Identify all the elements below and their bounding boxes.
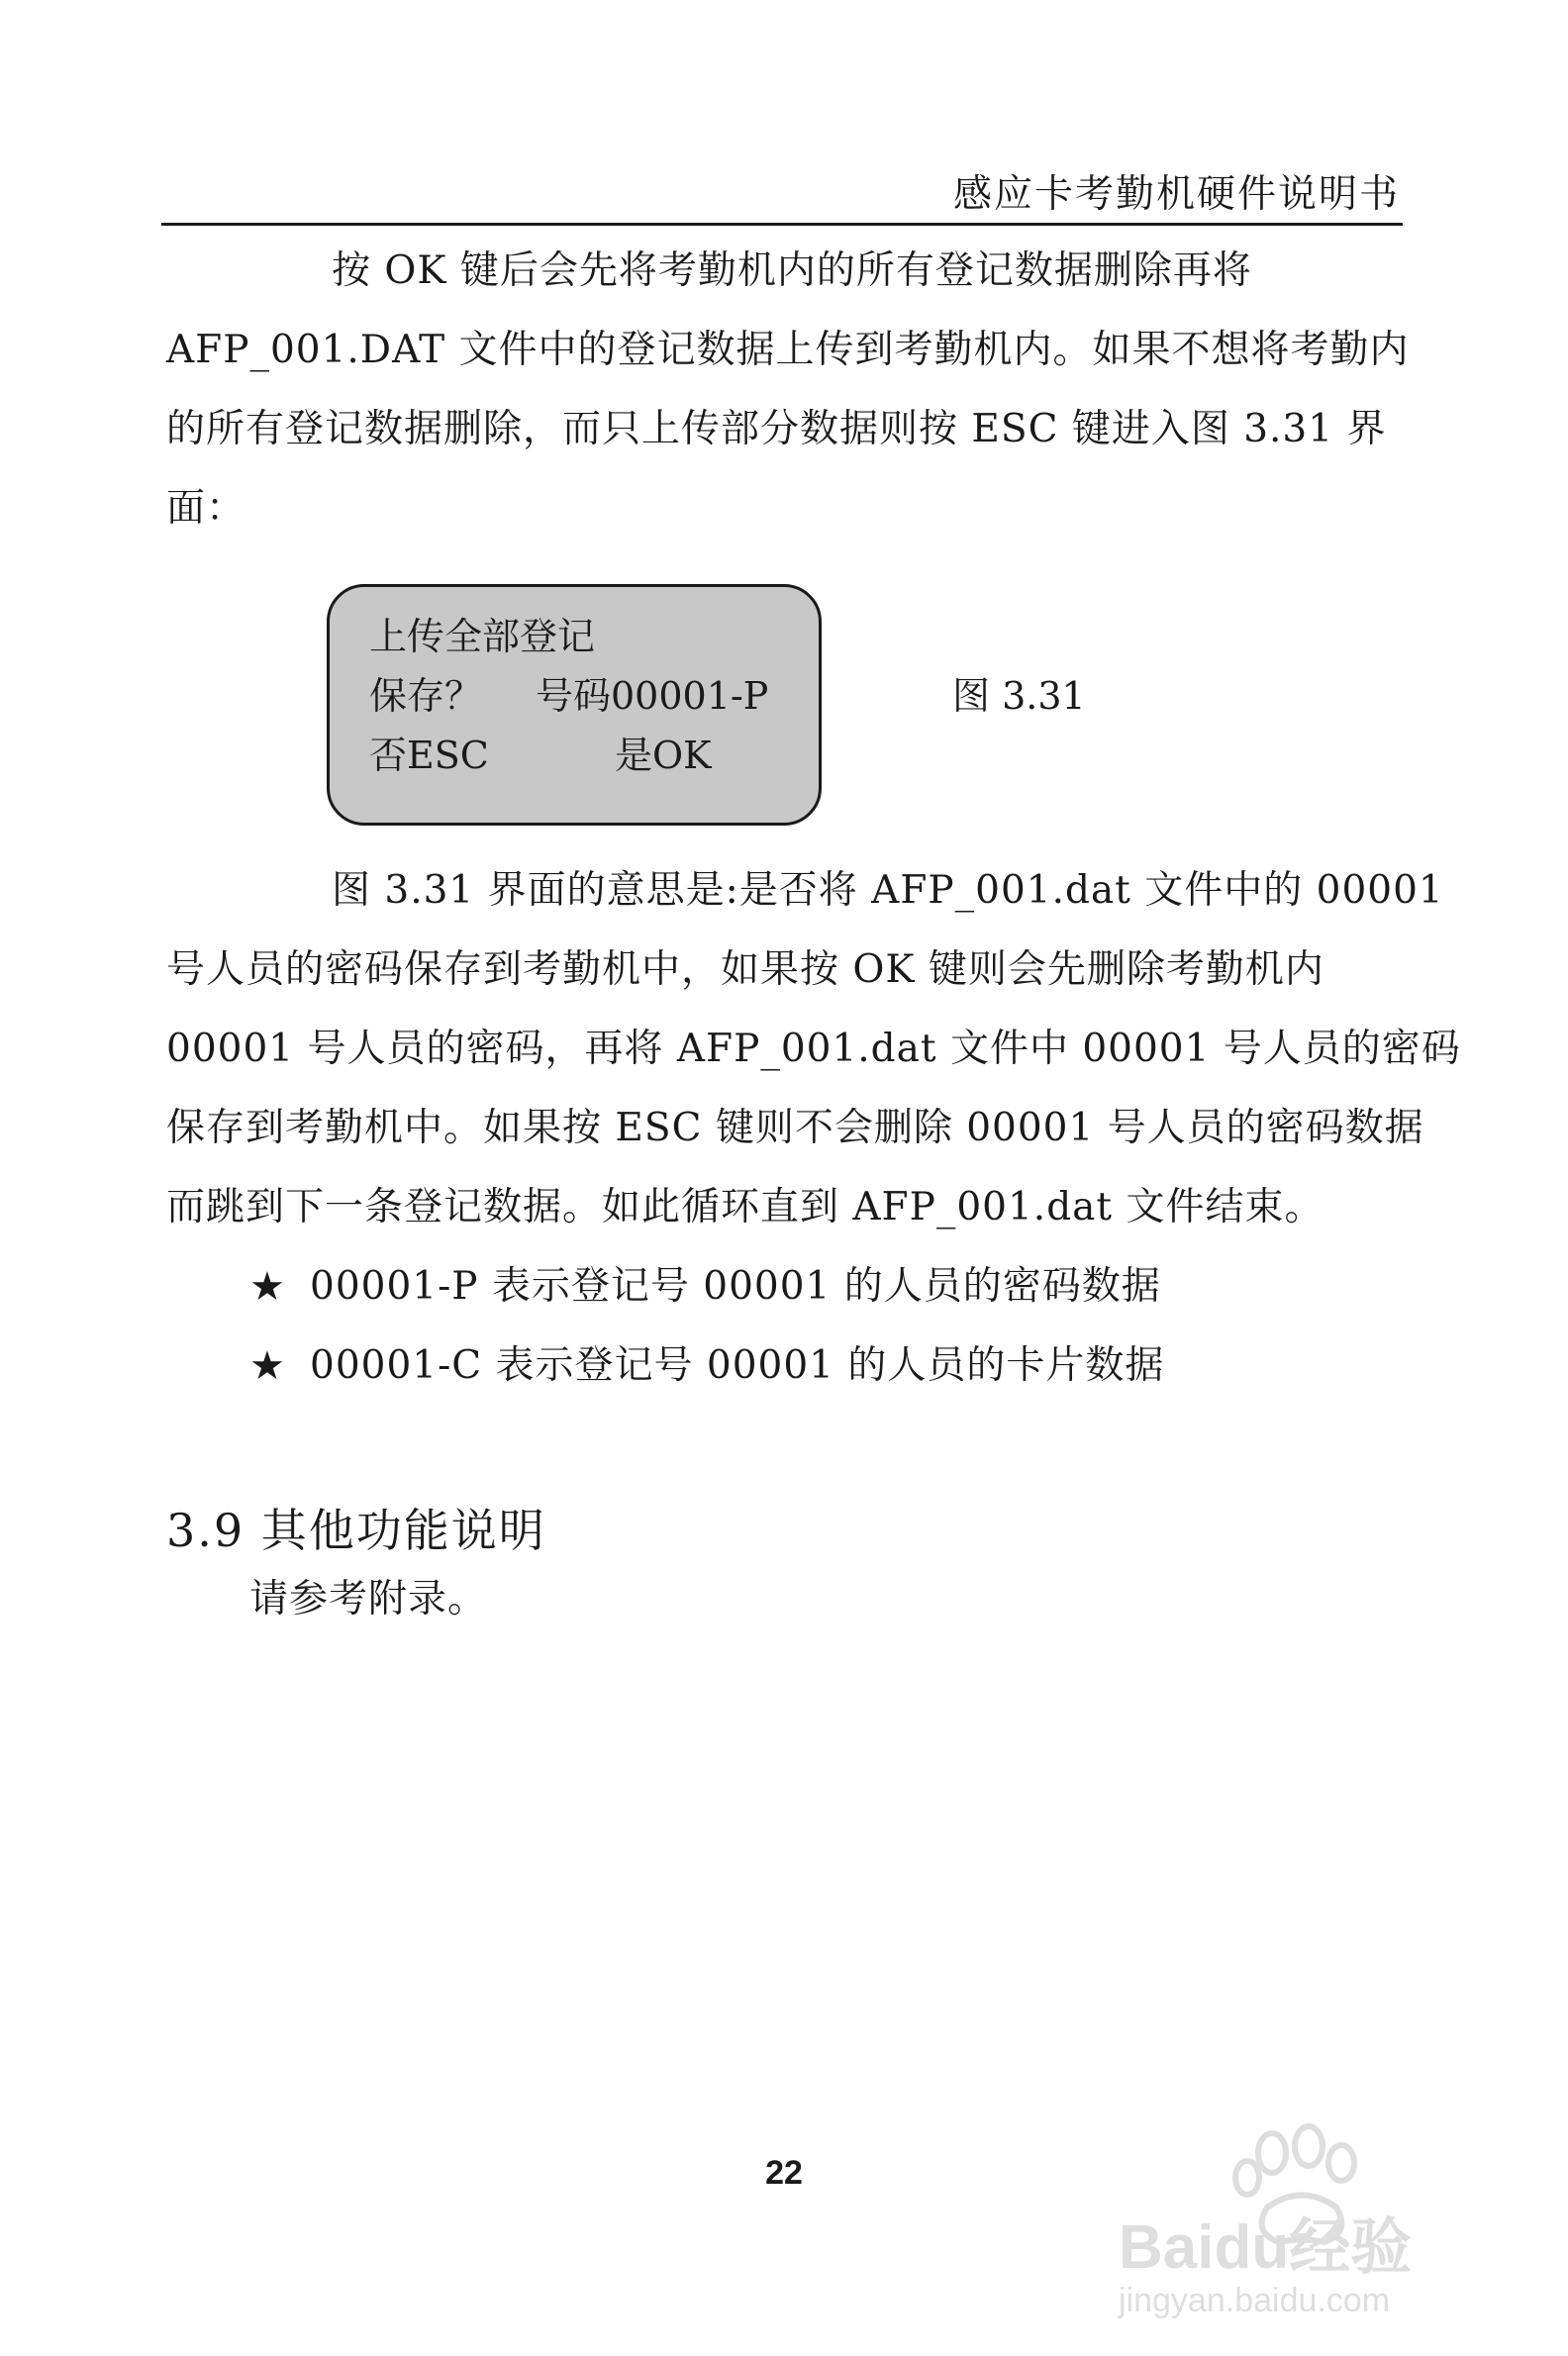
star-bullet-icon: ★ bbox=[249, 1264, 285, 1310]
paragraph-2-line-3: 00001 号人员的密码，再将 AFP_001.dat 文件中 00001 号人员的密码 bbox=[166, 1027, 1461, 1071]
watermark-brand: Baidu经验 bbox=[1119, 2213, 1413, 2282]
paragraph-1-line-2: AFP_001.DAT 文件中的登记数据上传到考勤机内。如果不想将考勤内 bbox=[166, 328, 1410, 372]
lcd-line-1: 上传全部登记 bbox=[369, 615, 596, 658]
paragraph-2-line-4: 保存到考勤机中。如果按 ESC 键则不会删除 00001 号人员的密码数据 bbox=[166, 1106, 1424, 1150]
watermark-url: jingyan.baidu.com bbox=[1119, 2282, 1391, 2319]
lcd-line-3-left: 否ESC bbox=[369, 734, 489, 777]
note-item-2: 00001-C 表示登记号 00001 的人员的卡片数据 bbox=[310, 1343, 1165, 1388]
section-body: 请参考附录。 bbox=[249, 1577, 488, 1621]
star-bullet-icon: ★ bbox=[249, 1343, 285, 1389]
baidu-jingyan-watermark bbox=[1099, 2099, 1475, 2336]
section-heading: 3.9 其他功能说明 bbox=[166, 1504, 546, 1557]
lcd-line-2-right: 号码00001-P bbox=[536, 674, 769, 718]
lcd-screen-figure bbox=[327, 584, 822, 826]
paragraph-1-line-3: 的所有登记数据删除，而只上传部分数据则按 ESC 键进入图 3.31 界 bbox=[166, 407, 1387, 451]
header-rule bbox=[161, 223, 1403, 226]
page-number: 22 bbox=[765, 2154, 803, 2192]
lcd-line-2-left: 保存？ bbox=[369, 674, 483, 718]
paragraph-1-line-4: 面： bbox=[166, 486, 246, 531]
note-item-1: 00001-P 表示登记号 00001 的人员的密码数据 bbox=[310, 1264, 1161, 1309]
paragraph-1-line-1: 按 OK 键后会先将考勤机内的所有登记数据删除再将 bbox=[332, 248, 1252, 293]
lcd-line-3-right: 是OK bbox=[615, 734, 712, 777]
paragraph-2-line-2: 号人员的密码保存到考勤机中，如果按 OK 键则会先删除考勤机内 bbox=[166, 947, 1324, 992]
figure-label: 图 3.31 bbox=[952, 674, 1086, 718]
paragraph-2-line-1: 图 3.31 界面的意思是:是否将 AFP_001.dat 文件中的 00001 bbox=[332, 868, 1444, 913]
paragraph-2-line-5: 而跳到下一条登记数据。如此循环直到 AFP_001.dat 文件结束。 bbox=[166, 1185, 1324, 1229]
running-header-title: 感应卡考勤机硬件说明书 bbox=[952, 172, 1400, 217]
